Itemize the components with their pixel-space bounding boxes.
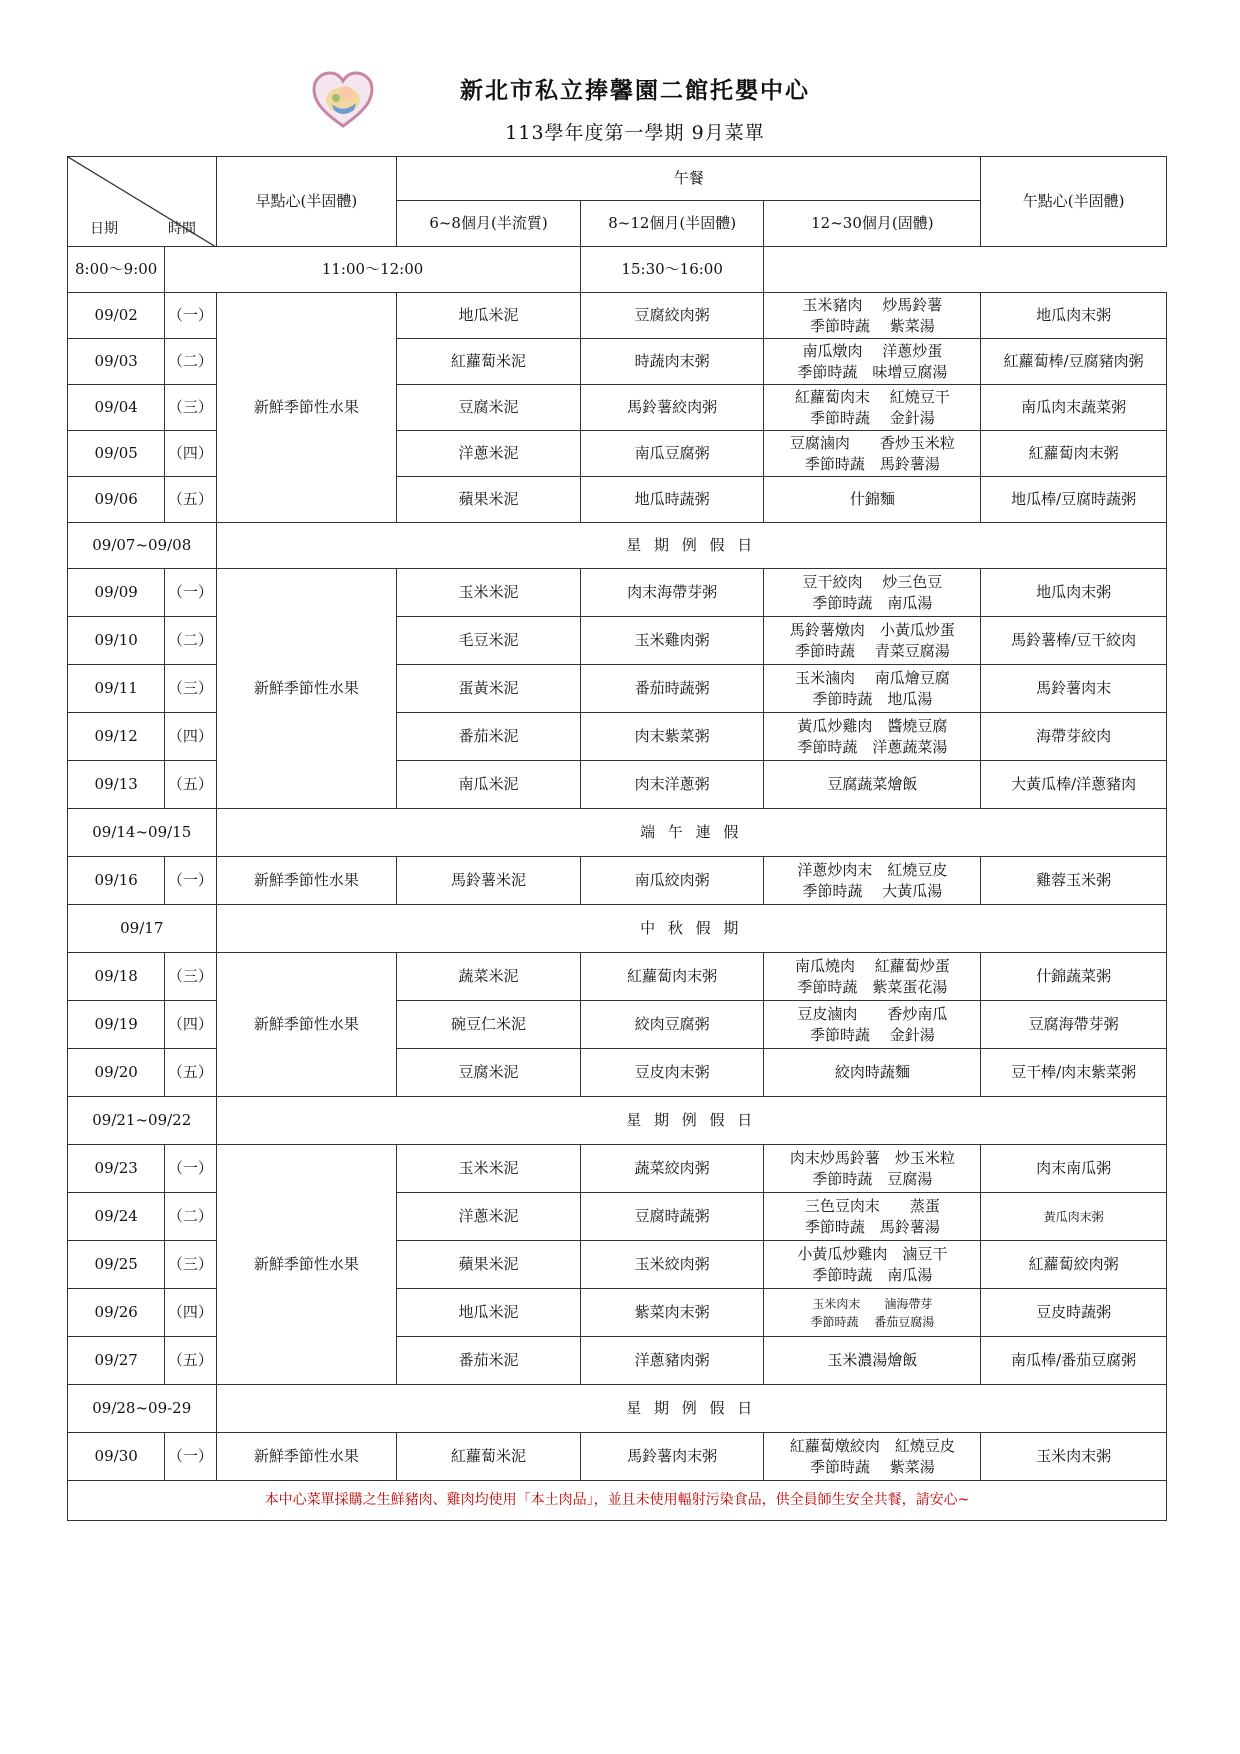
dish-line: 馬鈴薯燉肉 小黃瓜炒蛋: [789, 620, 955, 639]
snack-cell: 豆干棒/肉末紫菜粥: [981, 1049, 1167, 1097]
snack-cell: 地瓜肉末粥: [981, 569, 1167, 617]
lunch-6-8-cell: 玉米米泥: [397, 1145, 581, 1193]
menu-row: [68, 1433, 1167, 1481]
lunch-8-12-cell: 肉末海帶芽粥: [580, 569, 764, 617]
page-title: 新北市私立捧馨園二館托嬰中心: [460, 77, 810, 104]
holiday-cell: 星 期 例 假 日: [216, 1097, 1166, 1145]
dish-line: 季節時蔬 豆腐湯: [812, 1169, 933, 1188]
dish-line: 肉末炒馬鈴薯 炒玉米粒: [789, 1148, 955, 1167]
lunch-8-12-cell: 豆腐絞肉粥: [580, 293, 764, 339]
dish-line: 南瓜燒肉 紅蘿蔔炒蛋: [794, 956, 950, 975]
fruit-cell: 新鮮季節性水果: [216, 857, 397, 905]
lunch-6-8-cell: 碗豆仁米泥: [397, 1001, 581, 1049]
lunch-6-8-cell: 豆腐米泥: [397, 385, 581, 431]
date-cell: 09/05: [68, 431, 165, 477]
holiday-cell: 星 期 例 假 日: [216, 1385, 1166, 1433]
lunch-6-8-cell: 蘋果米泥: [397, 1241, 581, 1289]
menu-row: [68, 1145, 1167, 1193]
snack-cell: 馬鈴薯肉末: [981, 665, 1167, 713]
date-cell: 09/12: [68, 713, 165, 761]
fruit-cell: 新鮮季節性水果: [216, 293, 397, 523]
holiday-row: [68, 1385, 1167, 1433]
weekday-cell: （四）: [165, 713, 216, 761]
lunch-header: 午餐: [397, 157, 981, 201]
page-header: [0, 60, 1240, 120]
lunch-8-12-cell: 肉末紫菜粥: [580, 713, 764, 761]
lunch-12-30-cell: [764, 953, 981, 1001]
snack-cell: 肉末南瓜粥: [981, 1145, 1167, 1193]
snack-cell: 什錦蔬菜粥: [981, 953, 1167, 1001]
date-cell: 09/24: [68, 1193, 165, 1241]
date-cell: 09/06: [68, 477, 165, 523]
time-snack: 15:30～16:00: [580, 247, 764, 293]
lunch-12-30-header: 12~30個月(固體): [764, 201, 981, 247]
weekday-cell: （一）: [165, 1145, 216, 1193]
dish-line: 南瓜燉肉 洋蔥炒蛋: [802, 341, 943, 360]
lunch-8-12-cell: 蔬菜絞肉粥: [580, 1145, 764, 1193]
lunch-8-12-cell: 南瓜絞肉粥: [580, 857, 764, 905]
lunch-8-12-cell: 豆腐時蔬粥: [580, 1193, 764, 1241]
time-breakfast: 8:00～9:00: [68, 247, 165, 293]
lunch-12-30-cell: [764, 1241, 981, 1289]
dish-line: 季節時蔬 紫菜湯: [809, 316, 935, 335]
lunch-6-8-cell: 地瓜米泥: [397, 1289, 581, 1337]
date-cell: 09/04: [68, 385, 165, 431]
weekday-cell: （二）: [165, 339, 216, 385]
date-cell: 09/18: [68, 953, 165, 1001]
lunch-12-30-cell: [764, 1433, 981, 1481]
dish-line: 季節時蔬 大黃瓜湯: [802, 881, 943, 900]
dish-line: 玉米滷肉 南瓜燴豆腐: [794, 668, 950, 687]
lunch-12-30-cell: [764, 1145, 981, 1193]
dish-line: 季節時蔬 紫菜蛋花湯: [797, 977, 948, 996]
lunch-12-30-cell: [764, 1289, 981, 1337]
lunch-12-30-cell: [764, 385, 981, 431]
date-cell: 09/17: [68, 905, 217, 953]
menu-row: [68, 293, 1167, 339]
weekday-cell: （一）: [165, 569, 216, 617]
weekday-cell: （五）: [165, 761, 216, 809]
lunch-8-12-cell: 玉米雞肉粥: [580, 617, 764, 665]
meat-source-notice: 本中心菜單採購之生鮮豬肉、雞肉均使用「本土肉品」，並且未使用輻射污染食品，供全員師生安全共餐，請安心~: [68, 1481, 1167, 1521]
dish-line: 季節時蔬 金針湯: [809, 408, 935, 427]
weekday-cell: （四）: [165, 431, 216, 477]
snack-cell: 雞蓉玉米粥: [981, 857, 1167, 905]
dish-line: 季節時蔬 番茄豆腐湯: [810, 1314, 935, 1329]
dish-line: 豆皮滷肉 香炒南瓜: [797, 1004, 948, 1023]
dish-line: 紅蘿蔔燉絞肉 紅燒豆皮: [789, 1436, 955, 1455]
date-label: 日期: [90, 221, 118, 237]
lunch-12-30-cell: 絞肉時蔬麵: [764, 1049, 981, 1097]
lunch-12-30-cell: [764, 1193, 981, 1241]
lunch-6-8-cell: 玉米米泥: [397, 569, 581, 617]
lunch-12-30-cell: [764, 857, 981, 905]
fruit-cell: 新鮮季節性水果: [216, 569, 397, 809]
lunch-12-30-cell: [764, 617, 981, 665]
date-cell: 09/09: [68, 569, 165, 617]
dish-line: 玉米豬肉 炒馬鈴薯: [802, 295, 943, 314]
lunch-6-8-cell: 豆腐米泥: [397, 1049, 581, 1097]
holiday-row: [68, 523, 1167, 569]
date-cell: 09/07~09/08: [68, 523, 217, 569]
holiday-row: [68, 1097, 1167, 1145]
dish-line: 洋蔥炒肉末 紅燒豆皮: [797, 860, 948, 879]
lunch-6-8-cell: 地瓜米泥: [397, 293, 581, 339]
date-cell: 09/23: [68, 1145, 165, 1193]
snack-header: 午點心(半固體): [981, 157, 1167, 247]
lunch-8-12-cell: 馬鈴薯肉末粥: [580, 1433, 764, 1481]
dish-line: 季節時蔬 紫菜湯: [809, 1457, 935, 1476]
dish-line: 季節時蔬 南瓜湯: [812, 593, 933, 612]
date-cell: 09/11: [68, 665, 165, 713]
dish-line: 季節時蔬 地瓜湯: [812, 689, 933, 708]
lunch-6-8-cell: 馬鈴薯米泥: [397, 857, 581, 905]
lunch-8-12-cell: 紫菜肉末粥: [580, 1289, 764, 1337]
lunch-8-12-cell: 馬鈴薯絞肉粥: [580, 385, 764, 431]
lunch-12-30-cell: [764, 713, 981, 761]
snack-cell: 海帶芽絞肉: [981, 713, 1167, 761]
date-cell: 09/28~09-29: [68, 1385, 217, 1433]
snack-cell: 黃瓜肉末粥: [981, 1193, 1167, 1241]
lunch-8-12-cell: 時蔬肉末粥: [580, 339, 764, 385]
lunch-6-8-cell: 洋蔥米泥: [397, 1193, 581, 1241]
holiday-cell: 端 午 連 假: [216, 809, 1166, 857]
snack-cell: 地瓜肉末粥: [981, 293, 1167, 339]
lunch-8-12-cell: 洋蔥豬肉粥: [580, 1337, 764, 1385]
date-cell: 09/14~09/15: [68, 809, 217, 857]
lunch-8-12-cell: 南瓜豆腐粥: [580, 431, 764, 477]
lunch-8-12-cell: 絞肉豆腐粥: [580, 1001, 764, 1049]
dish-line: 季節時蔬 青菜豆腐湯: [794, 641, 950, 660]
weekday-cell: （三）: [165, 665, 216, 713]
weekday-cell: （一）: [165, 1433, 216, 1481]
lunch-12-30-cell: 豆腐蔬菜燴飯: [764, 761, 981, 809]
lunch-12-30-cell: [764, 665, 981, 713]
lunch-8-12-cell: 豆皮肉末粥: [580, 1049, 764, 1097]
weekday-cell: （五）: [165, 1049, 216, 1097]
date-cell: 09/02: [68, 293, 165, 339]
weekday-cell: （二）: [165, 1193, 216, 1241]
weekday-cell: （三）: [165, 1241, 216, 1289]
fruit-cell: 新鮮季節性水果: [216, 1433, 397, 1481]
lunch-8-12-cell: 地瓜時蔬粥: [580, 477, 764, 523]
lunch-6-8-cell: 南瓜米泥: [397, 761, 581, 809]
weekday-cell: （五）: [165, 1337, 216, 1385]
date-cell: 09/03: [68, 339, 165, 385]
weekday-cell: （五）: [165, 477, 216, 523]
snack-cell: 馬鈴薯棒/豆干絞肉: [981, 617, 1167, 665]
lunch-6-8-cell: 毛豆米泥: [397, 617, 581, 665]
date-cell: 09/10: [68, 617, 165, 665]
dish-line: 季節時蔬 馬鈴薯湯: [804, 454, 940, 473]
snack-cell: 大黃瓜棒/洋蔥豬肉: [981, 761, 1167, 809]
lunch-12-30-cell: [764, 339, 981, 385]
snack-cell: 豆腐海帶芽粥: [981, 1001, 1167, 1049]
dish-line: 季節時蔬 馬鈴薯湯: [804, 1217, 940, 1236]
lunch-6-8-header: 6~8個月(半流質): [397, 201, 581, 247]
lunch-6-8-cell: 紅蘿蔔米泥: [397, 339, 581, 385]
lunch-12-30-cell: 玉米濃湯燴飯: [764, 1337, 981, 1385]
menu-row: [68, 953, 1167, 1001]
dish-line: 季節時蔬 味增豆腐湯: [797, 362, 948, 381]
time-row: [68, 247, 1167, 293]
weekday-cell: （一）: [165, 857, 216, 905]
lunch-8-12-cell: 紅蘿蔔肉末粥: [580, 953, 764, 1001]
dish-line: 季節時蔬 洋蔥蔬菜湯: [797, 737, 948, 756]
lunch-6-8-cell: 蔬菜米泥: [397, 953, 581, 1001]
dish-line: 小黃瓜炒雞肉 滷豆干: [797, 1244, 948, 1263]
notice-row: [68, 1481, 1167, 1521]
weekday-cell: （四）: [165, 1001, 216, 1049]
dish-line: 黃瓜炒雞肉 醬燒豆腐: [797, 716, 948, 735]
dish-line: 紅蘿蔔肉末 紅燒豆干: [794, 387, 950, 406]
holiday-cell: 星 期 例 假 日: [216, 523, 1166, 569]
fruit-cell: 新鮮季節性水果: [216, 1145, 397, 1385]
date-cell: 09/20: [68, 1049, 165, 1097]
weekday-cell: （二）: [165, 617, 216, 665]
snack-cell: 紅蘿蔔棒/豆腐豬肉粥: [981, 339, 1167, 385]
lunch-8-12-cell: 肉末洋蔥粥: [580, 761, 764, 809]
lunch-6-8-cell: 番茄米泥: [397, 1337, 581, 1385]
lunch-12-30-cell: [764, 569, 981, 617]
snack-cell: 南瓜肉末蔬菜粥: [981, 385, 1167, 431]
lunch-6-8-cell: 蛋黃米泥: [397, 665, 581, 713]
date-cell: 09/13: [68, 761, 165, 809]
snack-cell: 豆皮時蔬粥: [981, 1289, 1167, 1337]
lunch-6-8-cell: 番茄米泥: [397, 713, 581, 761]
breakfast-header: 早點心(半固體): [216, 157, 397, 247]
lunch-8-12-header: 8~12個月(半固體): [580, 201, 764, 247]
menu-table: [67, 156, 1167, 1521]
snack-cell: 地瓜棒/豆腐時蔬粥: [981, 477, 1167, 523]
dish-line: 季節時蔬 金針湯: [809, 1025, 935, 1044]
snack-cell: 紅蘿蔔肉末粥: [981, 431, 1167, 477]
date-cell: 09/26: [68, 1289, 165, 1337]
lunch-12-30-cell: [764, 431, 981, 477]
holiday-cell: 中 秋 假 期: [216, 905, 1166, 953]
lunch-6-8-cell: 洋蔥米泥: [397, 431, 581, 477]
lunch-12-30-cell: [764, 1001, 981, 1049]
holiday-row: [68, 905, 1167, 953]
lunch-8-12-cell: 番茄時蔬粥: [580, 665, 764, 713]
time-lunch: 11:00～12:00: [165, 247, 580, 293]
dish-line: 玉米肉末 滷海帶芽: [812, 1296, 933, 1311]
menu-row: [68, 857, 1167, 905]
lunch-6-8-cell: 紅蘿蔔米泥: [397, 1433, 581, 1481]
date-cell: 09/21~09/22: [68, 1097, 217, 1145]
dish-line: 季節時蔬 南瓜湯: [812, 1265, 933, 1284]
weekday-cell: （三）: [165, 385, 216, 431]
dish-line: 豆干絞肉 炒三色豆: [802, 572, 943, 591]
dish-line: 豆腐滷肉 香炒玉米粒: [789, 433, 955, 452]
menu-row: [68, 569, 1167, 617]
page-subtitle: 113學年度第一學期 9月菜單: [505, 122, 765, 144]
fruit-cell: 新鮮季節性水果: [216, 953, 397, 1097]
date-cell: 09/19: [68, 1001, 165, 1049]
weekday-cell: （一）: [165, 293, 216, 339]
date-cell: 09/16: [68, 857, 165, 905]
weekday-cell: （四）: [165, 1289, 216, 1337]
lunch-6-8-cell: 蘋果米泥: [397, 477, 581, 523]
lunch-8-12-cell: 玉米絞肉粥: [580, 1241, 764, 1289]
holiday-row: [68, 809, 1167, 857]
date-cell: 09/25: [68, 1241, 165, 1289]
snack-cell: 紅蘿蔔絞肉粥: [981, 1241, 1167, 1289]
snack-cell: 南瓜棒/番茄豆腐粥: [981, 1337, 1167, 1385]
date-cell: 09/30: [68, 1433, 165, 1481]
date-cell: 09/27: [68, 1337, 165, 1385]
weekday-cell: （三）: [165, 953, 216, 1001]
lunch-12-30-cell: 什錦麵: [764, 477, 981, 523]
time-label: 時間: [168, 221, 196, 237]
snack-cell: 玉米肉末粥: [981, 1433, 1167, 1481]
lunch-12-30-cell: [764, 293, 981, 339]
header-row: [68, 157, 1167, 201]
dish-line: 三色豆肉末 蒸蛋: [804, 1196, 940, 1215]
date-time-corner: [68, 157, 217, 247]
